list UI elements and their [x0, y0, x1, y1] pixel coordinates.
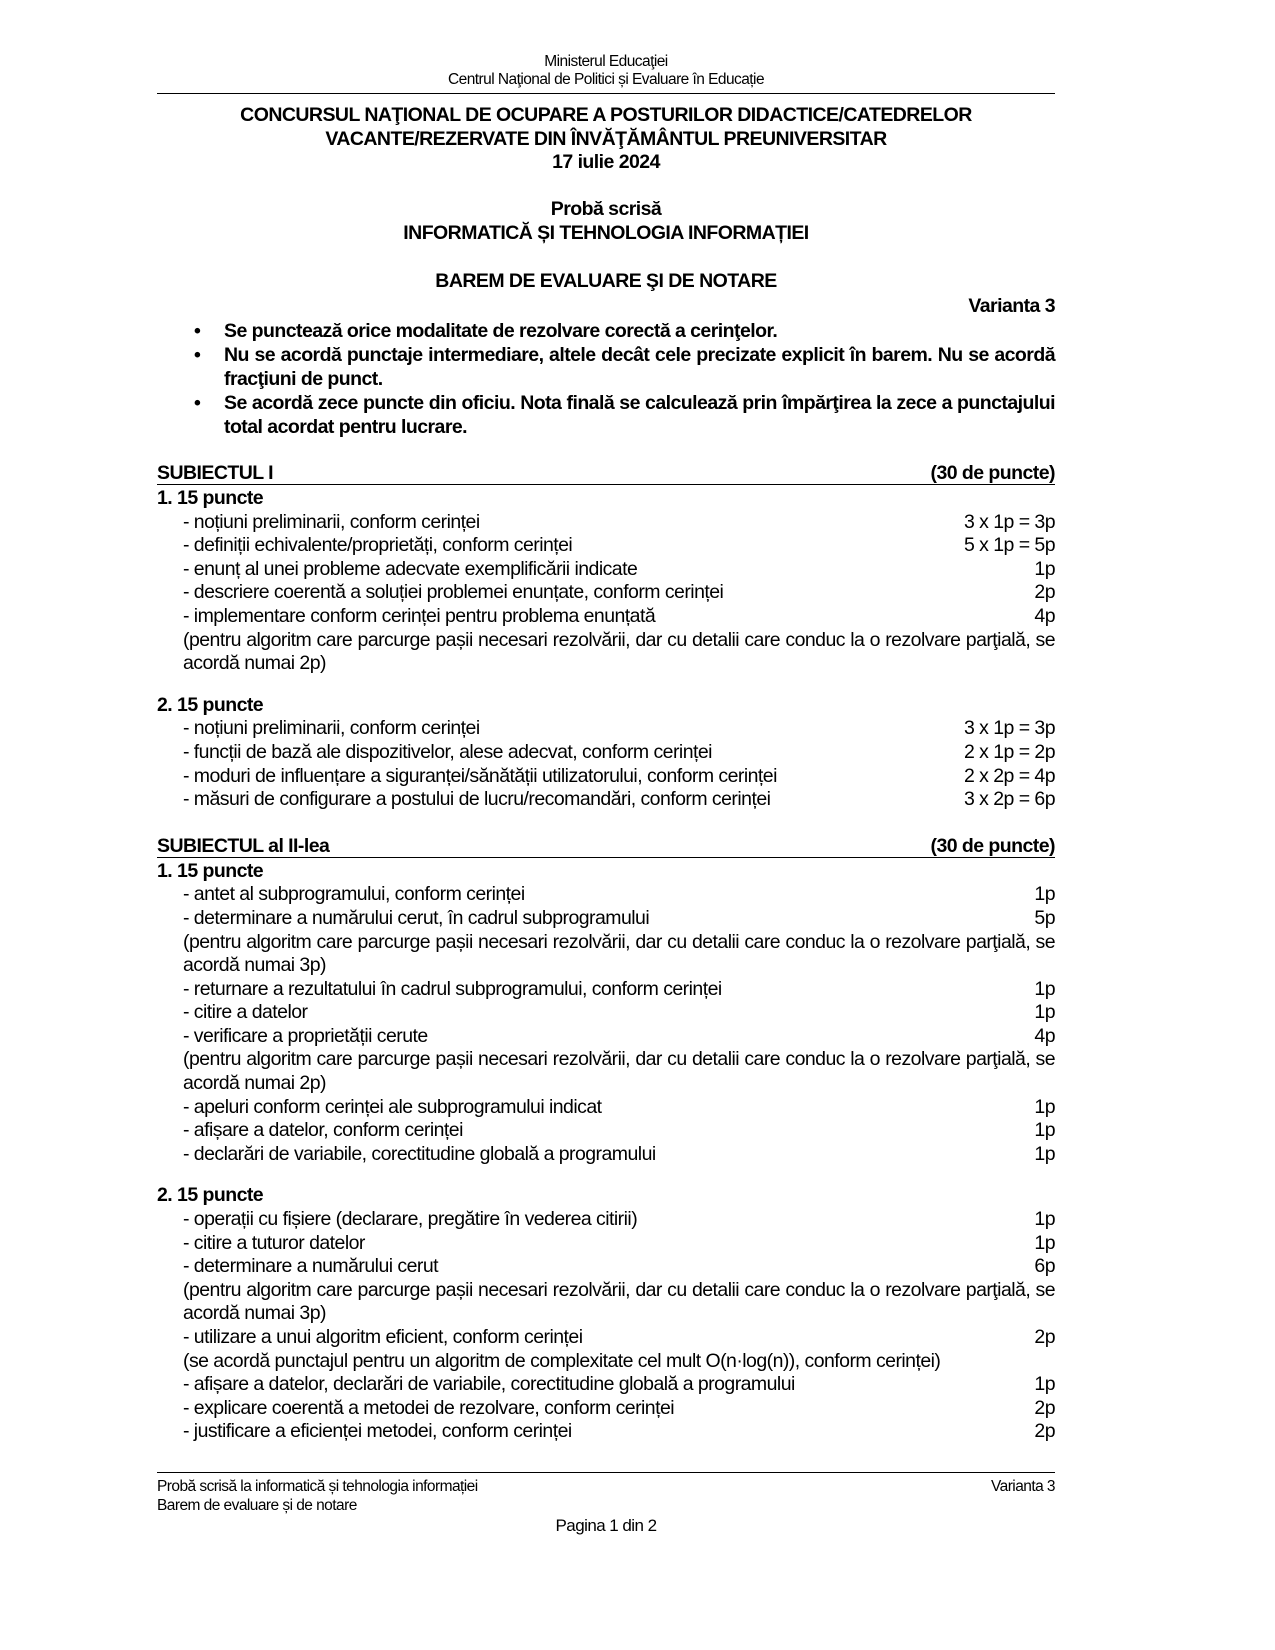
criterion-points: 3 x 1p = 3p — [964, 510, 1055, 533]
subject-title: SUBIECTUL I — [157, 462, 274, 484]
criterion-points: 4p — [1034, 604, 1055, 627]
criterion-row — [157, 883, 1055, 907]
criterion-row — [157, 717, 1055, 741]
criterion-points: 5p — [1034, 906, 1055, 929]
criterion-text: - definiții echivalente/proprietăți, conform cerinței — [183, 534, 573, 557]
exam-type: Probă scrisă — [550, 198, 662, 221]
footer-variant: Varianta 3 — [990, 1478, 1055, 1495]
criterion-row — [157, 1420, 1055, 1444]
footer-exam: Probă scrisă la informatică și tehnologia informației — [157, 1478, 478, 1495]
criterion-row — [157, 534, 1055, 558]
criterion-points: 2 x 1p = 2p — [964, 740, 1055, 763]
title-line-2: VACANTE/REZERVATE DIN ÎNVĂŢĂMÂNTUL PREUNIVERSITAR — [325, 127, 887, 150]
exam-subject: INFORMATICĂ ȘI TEHNOLOGIA INFORMAȚIEI — [403, 221, 809, 244]
subject-heading — [157, 463, 1055, 485]
criterion-points: 2p — [1034, 1396, 1055, 1419]
criterion-text: - antet al subprogramului, conform cerinței — [183, 883, 525, 906]
ministry-name: Ministerul Educaţiei — [544, 53, 668, 70]
criterion-text: - implementare conform cerinței pentru problema enunțată — [183, 604, 656, 627]
criterion-points: 1p — [1034, 1142, 1055, 1165]
criterion-row — [157, 1001, 1055, 1025]
criterion-text: - afișare a datelor, declarări de variabile, corectitudine globală a programului — [183, 1373, 795, 1396]
subject-points: (30 de puncte) — [930, 462, 1055, 484]
criterion-points: 1p — [1034, 1119, 1055, 1142]
criterion-row — [157, 1373, 1055, 1397]
criterion-points: 2p — [1034, 1420, 1055, 1443]
item-heading: 2. 15 puncte — [157, 693, 264, 716]
criterion-row — [157, 788, 1055, 812]
page-header — [157, 53, 1055, 89]
criterion-text: - declarări de variabile, corectitudine globală a programului — [183, 1142, 656, 1165]
rule-text: Nu se acordă punctaje intermediare, altele decât cele precizate explicit în barem. Nu se acordă fracţiuni de punct. — [224, 344, 1055, 390]
footer-barem: Barem de evaluare și de notare — [157, 1497, 357, 1514]
variant-label: Varianta 3 — [968, 295, 1055, 317]
criterion-text: - măsuri de configurare a postului de lucru/recomandări, conform cerinței — [183, 788, 771, 811]
criterion-text: - determinare a numărului cerut — [183, 1255, 438, 1278]
criterion-row — [157, 765, 1055, 789]
criterion-text: - citire a datelor — [183, 1001, 308, 1024]
criterion-row — [157, 978, 1055, 1002]
criterion-row — [157, 1208, 1055, 1232]
subject-heading — [157, 836, 1055, 858]
bullet-icon: • — [194, 392, 201, 414]
criterion-row — [157, 1232, 1055, 1256]
rule-item — [157, 343, 1055, 391]
item-heading: 2. 15 puncte — [157, 1184, 264, 1207]
rule-item — [157, 319, 1055, 343]
grading-note: (se acordă punctajul pentru un algoritm de complexitate cel mult O(n·log(n)), conform cerinței) — [183, 1349, 941, 1372]
spacer — [157, 676, 1055, 694]
rule-item — [157, 391, 1055, 439]
criterion-text: - explicare coerentă a metodei de rezolvare, conform cerinței — [183, 1396, 675, 1419]
criterion-text: - funcții de bază ale dispozitivelor, alese adecvat, conform cerinței — [183, 740, 712, 763]
criterion-points: 6p — [1034, 1255, 1055, 1278]
criterion-points: 1p — [1034, 1373, 1055, 1396]
criterion-row — [157, 1326, 1055, 1350]
spacer — [157, 1166, 1055, 1184]
bullet-icon: • — [194, 344, 201, 366]
criterion-text: - descriere coerentă a soluției problemei enunțate, conform cerinței — [183, 581, 724, 604]
criterion-row — [157, 558, 1055, 582]
criterion-points: 1p — [1034, 977, 1055, 1000]
criterion-row — [157, 605, 1055, 629]
criterion-text: - apeluri conform cerinței ale subprogramului indicat — [183, 1095, 602, 1118]
criterion-points: 4p — [1034, 1024, 1055, 1047]
criterion-text: - justificare a eficienței metodei, conform cerinței — [183, 1420, 572, 1443]
criterion-row — [157, 1119, 1055, 1143]
criterion-text: - returnare a rezultatului în cadrul subprogramului, conform cerinței — [183, 977, 722, 1000]
criterion-points: 2p — [1034, 1326, 1055, 1348]
grading-note: (pentru algoritm care parcurge pașii necesari rezolvării, dar cu detalii care conduc la o rezolvare parţială, se acordă numai 3p) — [183, 930, 1055, 977]
criterion-points: 1p — [1034, 883, 1055, 906]
criterion-row — [157, 1096, 1055, 1120]
criterion-points: 5 x 1p = 5p — [964, 534, 1055, 557]
criterion-text: - enunț al unei probleme adecvate exemplificării indicate — [183, 557, 638, 580]
criterion-text: - afișare a datelor, conform cerinței — [183, 1119, 463, 1142]
criterion-row — [157, 1255, 1055, 1279]
criterion-points: 2 x 2p = 4p — [964, 764, 1055, 787]
rule-text: Se acordă zece puncte din oficiu. Nota finală se calculează prin împărţirea la zece a punctajului total acordat pentru lucrare. — [224, 392, 1055, 438]
criterion-row — [157, 1143, 1055, 1167]
criterion-text: - moduri de influențare a siguranței/sănătății utilizatorului, conform cerinței — [183, 764, 777, 787]
criterion-text: - utilizare a unui algoritm eficient, conform cerinței — [183, 1326, 583, 1348]
barem-title: BAREM DE EVALUARE ŞI DE NOTARE — [435, 269, 777, 292]
criterion-text: - noțiuni preliminarii, conform cerinței — [183, 717, 480, 740]
criterion-row — [157, 1397, 1055, 1421]
criterion-points: 3 x 1p = 3p — [964, 717, 1055, 740]
document-title — [157, 104, 1055, 293]
criterion-text: - noțiuni preliminarii, conform cerinței — [183, 510, 480, 533]
criterion-points: 1p — [1034, 1095, 1055, 1118]
criterion-row — [157, 907, 1055, 931]
center-name: Centrul Naţional de Politici și Evaluare în Educație — [447, 71, 765, 88]
grading-note: (pentru algoritm care parcurge pașii necesari rezolvării, dar cu detalii care conduc la o rezolvare parţială, se acordă numai 2p) — [183, 1048, 1055, 1095]
rule-text: Se punctează orice modalitate de rezolvare corectă a cerinţelor. — [224, 320, 778, 342]
item-heading: 1. 15 puncte — [157, 487, 264, 509]
subject-points: (30 de puncte) — [930, 834, 1055, 857]
header-divider — [157, 93, 1055, 94]
item-heading: 1. 15 puncte — [157, 859, 264, 882]
criterion-points: 2p — [1034, 581, 1055, 604]
criterion-points: 3 x 2p = 6p — [964, 788, 1055, 811]
criterion-row — [157, 1025, 1055, 1049]
criterion-text: - operații cu fișiere (declarare, pregătire în vederea citirii) — [183, 1208, 638, 1231]
grading-body — [157, 463, 1055, 1444]
criterion-points: 1p — [1034, 1208, 1055, 1231]
criterion-row — [157, 581, 1055, 605]
criterion-text: - verificare a proprietății cerute — [183, 1024, 428, 1047]
bullet-icon: • — [194, 320, 201, 342]
spacer — [157, 812, 1055, 836]
exam-date: 17 iulie 2024 — [552, 151, 660, 174]
criterion-row — [157, 511, 1055, 535]
criterion-points: 1p — [1034, 1231, 1055, 1254]
grading-note: (pentru algoritm care parcurge pașii necesari rezolvării, dar cu detalii care conduc la o rezolvare parţială, se acordă numai 3p) — [183, 1278, 1055, 1325]
grading-note: (pentru algoritm care parcurge pașii necesari rezolvării, dar cu detalii care conduc la o rezolvare parţială, se acordă numai 2p) — [183, 628, 1055, 675]
criterion-row — [157, 741, 1055, 765]
footer-divider — [157, 1472, 1055, 1473]
criterion-points: 1p — [1034, 1001, 1055, 1024]
criterion-points: 1p — [1034, 557, 1055, 580]
page-number: Pagina 1 din 2 — [555, 1516, 657, 1535]
criterion-text: - determinare a numărului cerut, în cadrul subprogramului — [183, 906, 650, 929]
subject-title: SUBIECTUL al II-lea — [157, 834, 330, 857]
title-line-1: CONCURSUL NAŢIONAL DE OCUPARE A POSTURILOR DIDACTICE/CATEDRELOR — [240, 104, 972, 126]
general-rules — [157, 319, 1055, 439]
page-footer — [157, 1477, 1055, 1515]
criterion-text: - citire a tuturor datelor — [183, 1231, 365, 1254]
